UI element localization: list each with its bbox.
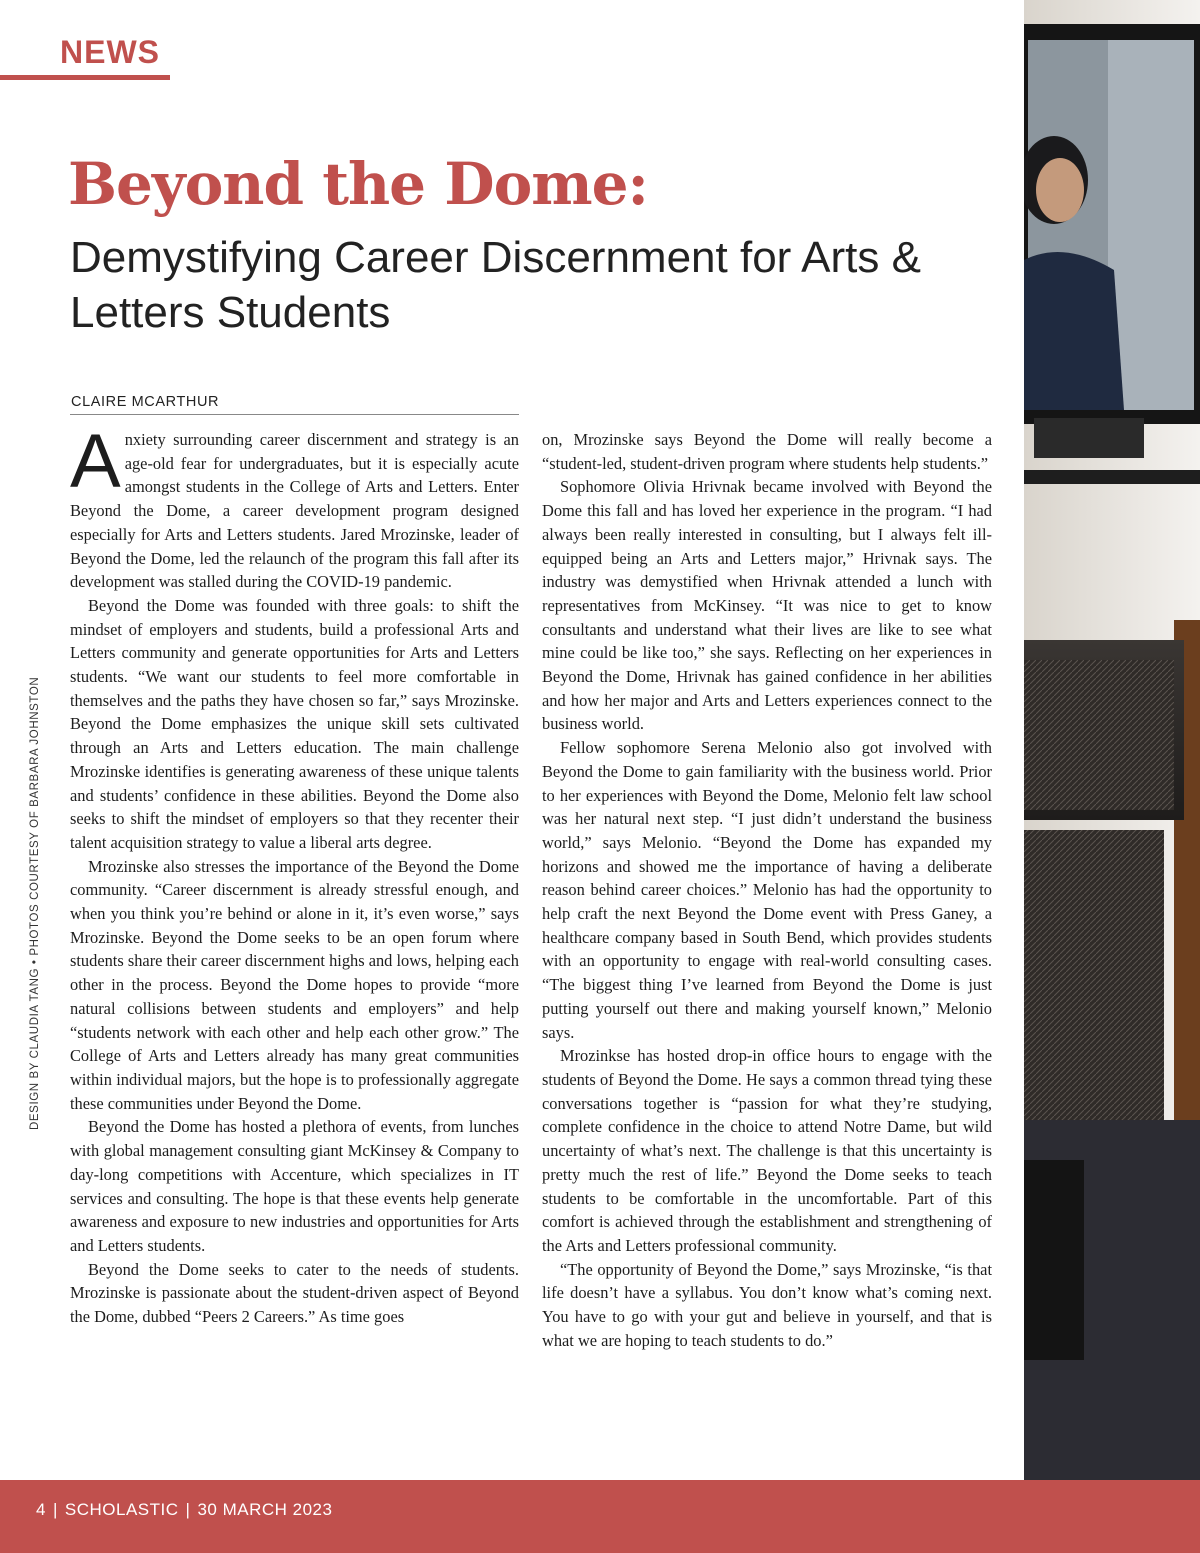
article-paragraph (70, 419, 519, 594)
drop-cap: A (70, 419, 121, 504)
photo-credit: DESIGN BY CLAUDIA TANG • PHOTOS COURTESY OF BARBARA JOHNSTON (29, 676, 41, 1130)
article-paragraph: Beyond the Dome was founded with three goals: to shift the mindset of employers and students, build a professional Arts and Letters community and generate opportunities for Arts and Letters students. “We want our students to feel more comfortable in themselves and the paths they have chosen so far,” says Mrozinske. Beyond the Dome emphasizes the unique skill sets cultivated through an Arts and Letters education. The main challenge Mrozinske identifies is generating awareness of these unique talents and students’ confidence in these abilities. Beyond the Dome also seeks to shift the mindset of employers so that they recenter their talent acquisition strategy to value a liberal arts degree. (70, 595, 519, 852)
section-tag: NEWS (60, 34, 160, 70)
publication-name: SCHOLASTIC (64, 1500, 179, 1519)
event-photo (1024, 0, 1200, 1480)
headline: Beyond the Dome: (68, 150, 648, 218)
article-paragraph: Beyond the Dome has hosted a plethora of events, from lunches with global management consulting giant McKinsey & Company to day-long competitions with Accenture, which specializes in IT services and consulting. The hope is that these events help generate awareness and exposure to new industries and opportunities for Arts and Letters students. (70, 1117, 519, 1255)
byline: CLAIRE MCARTHUR (71, 394, 220, 410)
byline-rule (70, 414, 519, 415)
article-column-2 (542, 428, 992, 1352)
article-paragraph: Sophomore Olivia Hrivnak became involved with Beyond the Dome this fall and has loved her experience in the program. “I had always been really interested in consulting, but I always felt ill-equipped being an Arts and Letters major,” Hrivnak says. The industry was demystified when Hrivnak attended a lunch with representatives from McKinsey. “It was nice to get to know consultants and understand what their lives are like to see what mine could be like too,” she says. Reflecting on her experiences in Beyond the Dome, Hrivnak has gained confidence in her abilities and how her major and Arts and Letters experiences connect to the business world. (542, 477, 992, 734)
article-paragraph: Mrozinske also stresses the importance of the Beyond the Dome community. “Career discernment is already stressful enough, and when you think you’re behind or alone in it, it’s even worse,” says Mrozinske. Beyond the Dome seeks to be an open forum where students share their career discernment highs and lows, helping each other in the process. Beyond the Dome hopes to provide “more natural collisions between students and employers” and help “students network with each other and help each other grow.” The College of Arts and Letters already has many great communities within individual majors, but the hope is to professionally aggregate these communities under Beyond the Dome. (70, 856, 519, 1113)
article-column-1 (70, 419, 519, 1329)
page-number: 4 (36, 1500, 46, 1519)
footer-text: 4 | SCHOLASTIC | 30 MARCH 2023 (36, 1500, 333, 1519)
article-paragraph: on, Mrozinske says Beyond the Dome will really become a “student-led, student-driven program where students help students.” (542, 430, 992, 473)
issue-date: 30 MARCH 2023 (197, 1500, 333, 1519)
section-rule (0, 75, 170, 80)
article-paragraph: “The opportunity of Beyond the Dome,” says Mrozinske, “is that life doesn’t have a syllabus. You don’t know what’s coming next. You have to go with your gut and believe in yourself, and that is what we are hoping to teach students to do.” (542, 1259, 992, 1350)
subtitle: Demystifying Career Discernment for Arts & Letters Students (70, 233, 921, 337)
article-paragraph: Mrozinkse has hosted drop-in office hours to engage with the students of Beyond the Dome. He says a common thread tying these conversations together is “passion for what they’re studying, complete confidence in the choice to attend Notre Dame, but wild uncertainty of what’s next. The challenge is that this uncertainty is pretty much the rest of life.” Beyond the Dome seeks to teach students to be comfortable in the uncomfortable. Part of this comfort is achieved through the establishment and strengthening of the Arts and Letters professional community. (542, 1046, 992, 1255)
article-paragraph: Beyond the Dome seeks to cater to the needs of students. Mrozinske is passionate about the student-driven aspect of Beyond the Dome, dubbed “Peers 2 Careers.” As time goes (70, 1259, 519, 1327)
paragraph-text: nxiety surrounding career discernment and strategy is an age-old fear for undergraduates, but it is especially acute amongst students in the College of Arts and Letters. Enter Beyond the Dome, a career development program designed especially for Arts and Letters students. Jared Mrozinske, leader of Beyond the Dome, led the relaunch of the program this fall after its development was stalled during the COVID-19 pandemic. (70, 430, 519, 592)
photo-illustration (1024, 0, 1200, 1480)
article-paragraph: Fellow sophomore Serena Melonio also got involved with Beyond the Dome to gain familiarity with the business world. Prior to her experiences with Beyond the Dome, Melonio felt law school was her natural next step. “I just didn’t understand the business world,” says Melonio. “Beyond the Dome has expanded my horizons and showed me the importance of having a deliberate reason behind career choices.” Melonio has had the opportunity to help craft the next Beyond the Dome event with Press Ganey, a healthcare company based in South Bend, which provides students with an opportunity to engage with real-world consulting cases. “The biggest thing I’ve learned from Beyond the Dome is just putting yourself out there and making yourself known,” Melonio says. (542, 738, 992, 1042)
